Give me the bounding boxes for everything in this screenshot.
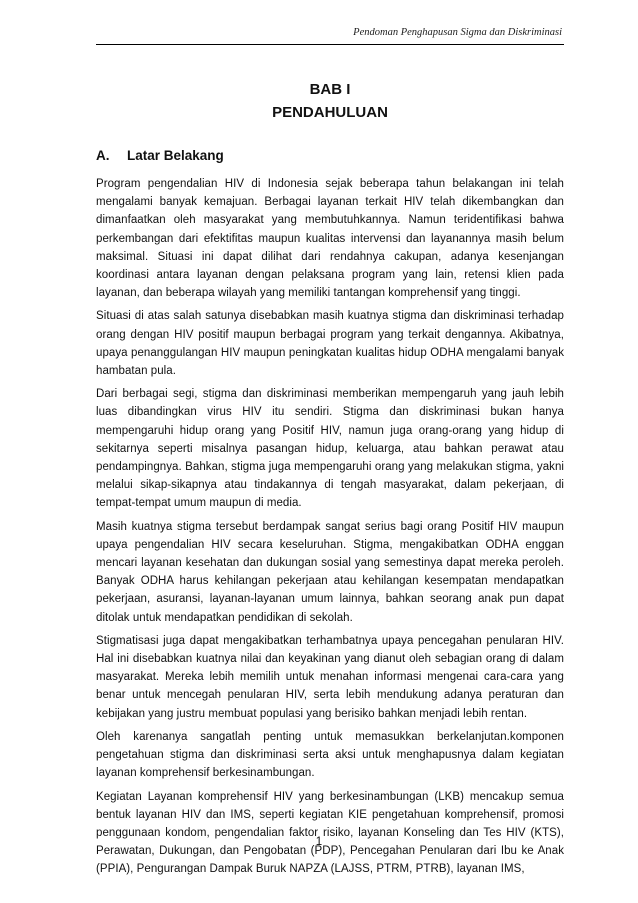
paragraph: Masih kuatnya stigma tersebut berdampak sangat serius bagi orang Positif HIV maupun upaya pengendalian HIV secara keseluruhan. Stigma, mengakibatkan ODHA enggan mencari layanan kesehatan dan dukungan sosial yang semestinya dapat mereka peroleh. Banyak ODHA harus kehilangan pekerjaan atau kehilangan kesempatan mendapatkan pekerjaan, asuransi, layanan-layanan umum lainnya, bahkan seorang anak pun dapat ditolak untuk mendapatkan pendidikan di sekolah. bbox=[96, 520, 564, 624]
section-title: Latar Belakang bbox=[127, 148, 224, 163]
paragraph: Kegiatan Layanan komprehensif HIV yang berkesinambungan (LKB) mencakup semua bentuk layanan HIV dan IMS, seperti kegiatan KIE pengetahuan komprehensif, promosi penggunaan kondom, pengendalian faktor risiko, layanan Konseling dan Tes HIV (KTS), Perawatan, Dukungan, dan Pengobatan (PDP), Pencegahan Penularan dari Ibu ke Anak (PPIA), Pengurangan Dampak Buruk NAPZA (LAJSS, PTRM, PTRB), layanan IMS, bbox=[96, 790, 564, 876]
header-divider bbox=[96, 44, 564, 45]
paragraph: Stigmatisasi juga dapat mengakibatkan terhambatnya upaya pencegahan penularan HIV. Hal ini disebabkan kuatnya nilai dan keyakinan yang dianut oleh sebagian orang di dalam masyarakat. Mereka lebih memilih untuk menahan informasi mengenai cara-cara yang benar untuk mencegah penularan HIV, serta lebih mendukung adanya peraturan dan kebijakan yang justru membuat populasi yang berisiko bahkan menjadi lebih rentan. bbox=[96, 634, 564, 720]
paragraph: Program pengendalian HIV di Indonesia sejak beberapa tahun belakangan ini telah mengalami banyak kemajuan. Berbagai layanan terkait HIV telah dikembangkan dan dimanfaatkan oleh masyarakat yang membutuhkannya. Namun teridentifikasi bahwa perkembangan dari efektifitas maupun kualitas intervensi dan layanannya masih belum maksimal. Situasi ini dapat dilihat dari rendahnya cakupan, adanya kesenjangan koordinasi antara layanan dengan pelaksana program yang lain, retensi klien pada layanan, dan beberapa wilayah yang memiliki tantangan komprehensif yang tinggi. bbox=[96, 178, 564, 300]
running-header-title: Pendoman Penghapusan Sigma dan Diskriminasi bbox=[353, 27, 562, 38]
section-heading bbox=[96, 148, 224, 163]
paragraph: Oleh karenanya sangatlah penting untuk memasukkan berkelanjutan.komponen pengetahuan stigma dan diskriminasi serta aksi untuk menghapusnya dalam kegiatan layanan komprehensif berkesinambungan. bbox=[96, 730, 564, 780]
chapter-heading bbox=[96, 78, 564, 125]
chapter-number: BAB I bbox=[309, 81, 351, 98]
paragraph: Situasi di atas salah satunya disebabkan masih kuatnya stigma dan diskriminasi terhadap orang dengan HIV positif maupun berbagai program yang terkait dengannya. Akibatnya, upaya penanggulangan HIV maupun peningkatan kualitas hidup ODHA mengalami banyak hambatan pula. bbox=[96, 310, 564, 378]
paragraph: Dari berbagai segi, stigma dan diskriminasi memberikan mempengaruh yang jauh lebih luas dibandingkan virus HIV itu sendiri. Stigma dan diskriminasi bukan hanya mempengaruhi hidup orang yang Positif HIV, namun juga orang-orang yang hidup di sekitarnya seperti misalnya pasangan hidup, keluarga, atau bahkan perawat atau pendampingnya. Bahkan, stigma juga mempengaruhi orang yang melakukan stigma, yakni melalui sikap-sikapnya atau tindakannya di tengah masyarakat, dalam pekerjaan, di tempat-tempat umum maupun di media. bbox=[96, 388, 564, 510]
page-number: 1 bbox=[315, 836, 323, 848]
body-text bbox=[96, 175, 564, 884]
section-number: A. bbox=[96, 148, 110, 163]
chapter-title: PENDAHULUAN bbox=[272, 104, 388, 121]
